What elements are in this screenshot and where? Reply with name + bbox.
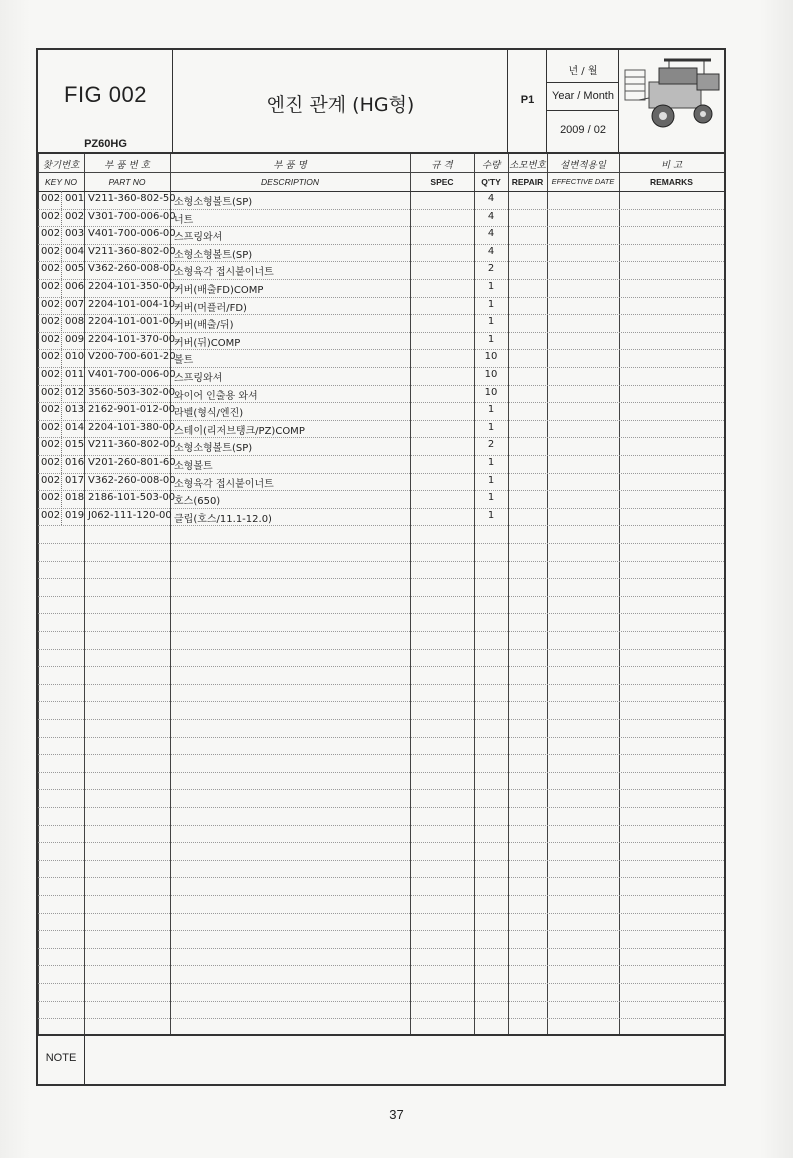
row-description: 너트	[174, 214, 194, 226]
row-part-number: 2204-101-004-10	[88, 298, 176, 310]
row-description: 커버(머플러/FD)	[174, 302, 247, 314]
col-keyno-en: KEY NO	[45, 177, 77, 187]
fig-number: FIG 002	[64, 82, 147, 107]
row-description: 스프링와셔	[174, 232, 223, 244]
row-quantity: 1	[487, 281, 495, 292]
col-effective-en: EFFECTIVE DATE	[551, 177, 615, 186]
row-description: 클립(호스/11.1-12.0)	[174, 513, 272, 525]
row-key-number: 004	[65, 245, 85, 257]
row-quantity: 1	[487, 333, 495, 345]
row-fig-code: 002	[41, 333, 61, 345]
table-row	[38, 349, 724, 367]
page-header	[36, 48, 726, 154]
row-quantity: 1	[487, 509, 495, 521]
row-fig-code: 002	[41, 210, 61, 222]
row-key-number: 017	[65, 474, 85, 486]
table-row	[38, 332, 724, 350]
row-key-number: 001	[65, 193, 85, 204]
col-repair-ko: 소모번호	[509, 160, 546, 171]
row-key-number: 006	[65, 281, 85, 292]
row-fig-code: 002	[41, 193, 61, 204]
row-fig-code: 002	[41, 245, 61, 257]
table-row	[38, 490, 724, 508]
col-qty-ko: 수량	[481, 160, 501, 171]
table-row	[38, 420, 724, 438]
row-description: 소형소형볼트(SP)	[174, 249, 253, 261]
row-description: 와이어 인출용 와셔	[174, 390, 258, 402]
row-description: 소형소형볼트(SP)	[174, 443, 253, 455]
row-part-number: J062-111-120-00	[88, 509, 172, 521]
table-row	[38, 402, 724, 420]
row-quantity: 1	[487, 457, 495, 468]
row-description: 소형육각 접시붙이너트	[174, 478, 274, 490]
col-remarks-en: REMARKS	[650, 177, 693, 187]
row-quantity: 2	[487, 263, 495, 275]
row-quantity: 4	[487, 193, 495, 204]
row-key-number: 007	[65, 298, 85, 310]
row-key-number: 002	[65, 210, 85, 222]
table-row	[38, 314, 724, 332]
row-fig-code: 002	[41, 369, 61, 380]
fig-cell	[38, 50, 173, 152]
table-row	[38, 473, 724, 491]
col-desc-en: DESCRIPTION	[260, 177, 320, 187]
row-key-number: 012	[65, 386, 85, 398]
model-name: PZ60HG	[84, 138, 127, 150]
row-description: 커버(배출/뒤)	[174, 320, 234, 332]
col-qty-en: Q'TY	[481, 177, 501, 187]
col-spec-ko: 규 격	[431, 160, 453, 171]
col-desc-ko: 부 품 명	[273, 160, 307, 171]
machine-illustration-icon	[619, 50, 724, 150]
page-code: P1	[520, 94, 535, 106]
table-row	[38, 385, 724, 403]
table-row	[38, 226, 724, 244]
date-label-ko: 년 / 월	[568, 66, 598, 77]
row-quantity: 1	[487, 492, 495, 504]
col-repair-en: REPAIR	[511, 177, 544, 187]
row-key-number: 005	[65, 263, 85, 275]
row-fig-code: 002	[41, 386, 61, 398]
row-part-number: V201-260-801-60	[88, 457, 176, 468]
page-title: 엔진 관계 (HG형)	[266, 94, 415, 116]
note-box	[36, 1034, 726, 1086]
col-spec-en: SPEC	[430, 177, 454, 187]
page-number: 37	[389, 1107, 404, 1122]
note-label: NOTE	[45, 1052, 77, 1064]
table-row	[38, 279, 724, 297]
row-part-number: V301-700-006-00	[88, 210, 176, 222]
row-quantity: 1	[487, 421, 495, 433]
row-quantity: 10	[484, 386, 498, 398]
page-cell	[508, 50, 547, 152]
row-part-number: V211-360-802-50	[88, 193, 176, 204]
row-key-number: 008	[65, 316, 85, 328]
row-description: 소형육각 접시붙이너트	[174, 267, 274, 279]
row-quantity: 1	[487, 316, 495, 328]
row-fig-code: 002	[41, 228, 61, 240]
table-row	[38, 297, 724, 315]
row-description: 소형볼트	[174, 461, 213, 472]
parts-table	[36, 154, 726, 1034]
row-description: 스테이(리저브탱크/PZ)COMP	[174, 425, 305, 437]
row-fig-code: 002	[41, 457, 61, 468]
row-fig-code: 002	[41, 351, 61, 363]
row-fig-code: 002	[41, 281, 61, 292]
row-description: 호스(650)	[174, 496, 221, 508]
row-fig-code: 002	[41, 474, 61, 486]
row-quantity: 1	[487, 298, 495, 310]
row-part-number: 2162-901-012-00	[88, 404, 176, 416]
title-cell	[173, 50, 508, 152]
table-row	[38, 261, 724, 279]
row-part-number: V200-700-601-20	[88, 351, 176, 363]
col-keyno-ko: 찾기번호	[42, 160, 80, 171]
row-part-number: V362-260-008-00	[88, 474, 176, 486]
col-effective-ko: 설변적용일	[560, 160, 606, 171]
row-quantity: 1	[487, 404, 495, 416]
table-row	[38, 508, 724, 526]
row-key-number: 014	[65, 421, 85, 433]
row-part-number: V401-700-006-00	[88, 369, 176, 380]
row-quantity: 10	[484, 369, 498, 380]
row-part-number: 3560-503-302-00	[88, 386, 176, 398]
row-fig-code: 002	[41, 298, 61, 310]
row-fig-code: 002	[41, 439, 61, 451]
row-part-number: 2204-101-001-00	[88, 316, 176, 328]
row-part-number: 2204-101-380-00	[88, 421, 176, 433]
row-description: 스프링와셔	[174, 373, 223, 384]
col-partno-en: PART NO	[108, 177, 146, 187]
row-description: 소형소형볼트(SP)	[174, 197, 253, 208]
row-description: 라벨(형식/엔진)	[174, 408, 244, 420]
row-fig-code: 002	[41, 492, 61, 504]
row-part-number: V401-700-006-00	[88, 228, 176, 240]
row-key-number: 003	[65, 228, 85, 240]
table-row	[38, 437, 724, 455]
row-quantity: 10	[484, 351, 498, 363]
row-key-number: 016	[65, 457, 85, 468]
table-row	[38, 367, 724, 385]
row-part-number: V211-360-802-00	[88, 245, 176, 257]
rice-transplanter-image	[619, 50, 726, 152]
row-part-number: 2204-101-350-00	[88, 281, 176, 292]
row-part-number: V362-260-008-00	[88, 263, 176, 275]
row-part-number: 2204-101-370-00	[88, 333, 176, 345]
row-fig-code: 002	[41, 509, 61, 521]
row-fig-code: 002	[41, 263, 61, 275]
row-description: 커버(배출FD)COMP	[174, 285, 264, 296]
table-header-ko	[38, 154, 724, 172]
table-row	[38, 455, 724, 473]
row-quantity: 1	[487, 474, 495, 486]
row-part-number: 2186-101-503-00	[88, 492, 176, 504]
col-partno-ko: 부 품 번 호	[104, 160, 150, 171]
table-row	[38, 209, 724, 227]
date-label-en: Year / Month	[552, 90, 614, 102]
row-fig-code: 002	[41, 316, 61, 328]
col-remarks-ko: 비 고	[660, 160, 683, 171]
row-quantity: 4	[487, 228, 495, 240]
row-key-number: 011	[65, 369, 85, 380]
row-description: 볼트	[174, 355, 194, 367]
row-fig-code: 002	[41, 421, 61, 433]
row-key-number: 010	[65, 351, 85, 363]
row-quantity: 4	[487, 245, 495, 257]
row-fig-code: 002	[41, 404, 61, 416]
row-key-number: 013	[65, 404, 85, 416]
row-description: 커버(뒤)COMP	[174, 337, 241, 349]
date-cell	[547, 50, 619, 152]
row-key-number: 019	[65, 509, 85, 521]
table-header-en	[38, 172, 724, 191]
row-quantity: 2	[487, 439, 495, 451]
row-key-number: 009	[65, 333, 85, 345]
row-key-number: 015	[65, 439, 85, 451]
row-quantity: 4	[487, 210, 495, 222]
table-row	[38, 191, 724, 209]
row-key-number: 018	[65, 492, 85, 504]
table-row	[38, 244, 724, 262]
row-part-number: V211-360-802-00	[88, 439, 176, 451]
date-value: 2009 / 02	[560, 124, 606, 136]
